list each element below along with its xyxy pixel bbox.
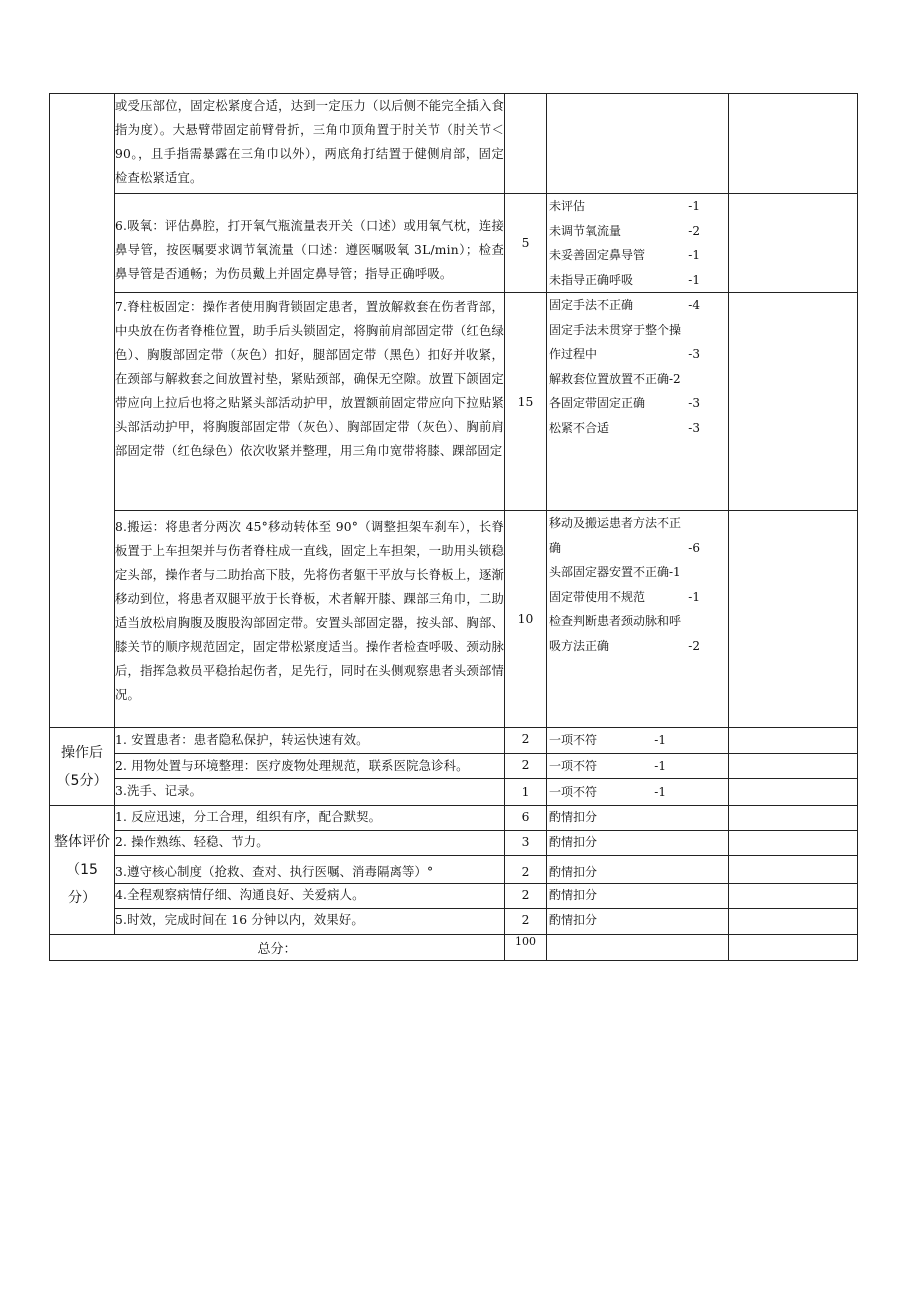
- notes-cell: [729, 753, 858, 779]
- deduction-line: 酌情扣分: [549, 865, 598, 879]
- deduction-cell: [547, 909, 729, 935]
- category-label: 整体评价: [54, 834, 110, 850]
- score-cell: 15: [505, 293, 547, 511]
- item-content: 2. 用物处置与环境整理：医疗废物处理规范，联系医院急诊科。: [115, 753, 505, 779]
- score-cell: 5: [505, 194, 547, 293]
- item-content: 1. 安置患者：患者隐私保护，转运快速有效。: [115, 728, 505, 754]
- notes-cell: [729, 194, 858, 293]
- category-overall: [50, 806, 115, 935]
- table-row: [50, 728, 858, 754]
- table-row: [50, 909, 858, 935]
- deduction-cell: [547, 94, 729, 194]
- notes-cell: [729, 856, 858, 884]
- deduction-line: 未妥善固定鼻导管 -1: [549, 248, 700, 262]
- deduction-cell: [547, 511, 729, 728]
- score-cell: 10: [505, 511, 547, 728]
- deduction-cell: [547, 831, 729, 856]
- deduction-cell: [547, 293, 729, 511]
- score-cell: 1: [505, 779, 547, 806]
- category-points-unit: 分）: [68, 890, 96, 906]
- notes-cell: [729, 94, 858, 194]
- notes-cell: [729, 831, 858, 856]
- deduction-line: 未评估 -1: [549, 199, 700, 213]
- table-row: [50, 831, 858, 856]
- item-content: 5.时效，完成时间在 16 分钟以内，效果好。: [115, 909, 505, 935]
- notes-cell: [729, 293, 858, 511]
- deduction-line: 酌情扣分: [549, 810, 598, 824]
- notes-cell: [729, 779, 858, 806]
- deduction-cell: [547, 806, 729, 831]
- table-row: [50, 856, 858, 884]
- table-row: [50, 94, 858, 194]
- item-content: 3.洗手、记录。: [115, 779, 505, 806]
- table-row: [50, 511, 858, 728]
- item-content: 或受压部位，固定松紧度合适，达到一定压力（以后侧不能完全插入食指为度）。大悬臂带固定前臂骨折，三角巾顶角置于肘关节（肘关节＜90。，且手指需暴露在三角巾以外），两底角打结置于健侧肩部，固定检查松紧适宜。: [115, 94, 505, 194]
- notes-cell: [729, 884, 858, 909]
- notes-cell: [729, 935, 858, 961]
- deduction-line: 固定手法未贯穿于整个操: [549, 322, 682, 337]
- score-cell: 6: [505, 806, 547, 831]
- score-cell: 2: [505, 856, 547, 884]
- deduction-line: 作过程中 -3: [549, 347, 700, 361]
- score-cell: 2: [505, 728, 547, 754]
- deduction-line: 吸方法正确 -2: [549, 638, 700, 653]
- deduction-line: 未指导正确呼吸 -1: [549, 272, 700, 287]
- deduction-line: 酌情扣分: [549, 913, 598, 927]
- total-label: 总分：: [50, 935, 505, 961]
- score-cell: 3: [505, 831, 547, 856]
- scoring-table: [49, 93, 858, 961]
- item-content: 2. 操作熟练、轻稳、节力。: [115, 831, 505, 856]
- category-label: 操作后: [61, 744, 103, 761]
- item-content: 6.吸氧：评估鼻腔，打开氧气瓶流量表开关（口述）或用氧气枕，连接鼻导管，按医嘱要求调节氧流量（口述：遵医嘱吸氧 3L/min）；检查鼻导管是否通畅；为伤员戴上并固定鼻导管；指导正确呼吸。: [115, 194, 505, 293]
- deduction-cell: [547, 856, 729, 884]
- table-row: [50, 884, 858, 909]
- category-points: （15: [66, 862, 98, 878]
- deduction-line: 移动及搬运患者方法不正: [549, 516, 682, 530]
- table-row: [50, 806, 858, 831]
- score-cell: 2: [505, 909, 547, 935]
- score-cell: 2: [505, 753, 547, 779]
- total-score: 100: [505, 935, 547, 961]
- category-points: （5分）: [56, 772, 108, 789]
- deduction-line: 一项不符 -1: [549, 733, 666, 747]
- item-content: 3.遵守核心制度（抢救、查对、执行医嘱、消毒隔离等）°: [115, 856, 505, 884]
- deduction-line: 酌情扣分: [549, 888, 598, 902]
- notes-cell: [729, 806, 858, 831]
- deduction-line: 一项不符 -1: [549, 758, 666, 773]
- deduction-cell: [547, 194, 729, 293]
- deduction-line: 酌情扣分: [549, 835, 598, 849]
- deduction-line: 固定带使用不规范 -1: [549, 589, 700, 604]
- notes-cell: [729, 511, 858, 728]
- deduction-line: 一项不符 -1: [549, 785, 666, 799]
- score-cell: 2: [505, 884, 547, 909]
- category-cell: [50, 94, 115, 728]
- table-row: [50, 293, 858, 511]
- table-row: [50, 779, 858, 806]
- notes-cell: [729, 728, 858, 754]
- deduction-line: 检查判断患者颈动脉和呼: [549, 614, 682, 628]
- item-content: 7.脊柱板固定：操作者使用胸背锁固定患者，置放解救套在伤者背部，中央放在伤者脊椎位置，助手后头锁固定，将胸前肩部固定带（红色绿色）、胸腹部固定带（灰色）扣好，腿部固定带（黑色）扣好并收紧，在颈部与解救套之间放置衬垫，紧贴颈部，确保无空隙。放置下颌固定带应向上拉后也将之贴紧头部活动护甲，放置额前固定带应向下拉贴紧头部活动护甲，将胸腹部固定带（灰色）、胸部固定带（灰色）、胸前肩部固定带（红色绿色）依次收紧并整理，用三角巾宽带将膝、踝部固定: [115, 293, 505, 511]
- deduction-line: 松紧不合适 -3: [549, 420, 700, 435]
- table-row: [50, 194, 858, 293]
- table-row: [50, 753, 858, 779]
- deduction-cell: [547, 728, 729, 754]
- deduction-line: 各固定带固定正确 -3: [549, 396, 700, 410]
- item-content: 4.全程观察病情仔细、沟通良好、关爱病人。: [115, 884, 505, 909]
- category-after: [50, 728, 115, 806]
- deduction-line: 固定手法不正确 -4: [549, 298, 700, 312]
- deduction-cell: [547, 779, 729, 806]
- notes-cell: [729, 909, 858, 935]
- deduction-cell: [547, 884, 729, 909]
- item-content: 8.搬运：将患者分两次 45°移动转体至 90°（调整担架车刹车），长脊板置于上车担架并与伤者脊柱成一直线，固定上车担架，一助用头锁稳定头部，操作者与二助抬高下肢，先将伤者躯干平放与长脊板上，逐渐移动到位，将患者双腿平放于长脊板，术者解开膝、踝部三角巾，二助适当放松肩胸腹及腹股沟部固定带。安置头部固定器，按头部、胸部、膝关节的顺序规范固定，固定带松紧度适当。操作者检查呼吸、颈动脉后，指挥急救员平稳抬起伤者，足先行，同时在头侧观察患者头颈部情况。: [115, 511, 505, 728]
- table-row: [50, 935, 858, 961]
- deduction-line: 未调节氧流量 -2: [549, 223, 700, 238]
- deduction-line: 确 -6: [549, 540, 700, 555]
- deduction-cell: [547, 753, 729, 779]
- deduction-line: 解救套位置放置不正确-2: [549, 371, 681, 386]
- deduction-line: 头部固定器安置不正确-1: [549, 565, 681, 579]
- score-cell: [505, 94, 547, 194]
- deduction-cell: [547, 935, 729, 961]
- item-content: 1. 反应迅速，分工合理，组织有序，配合默契。: [115, 806, 505, 831]
